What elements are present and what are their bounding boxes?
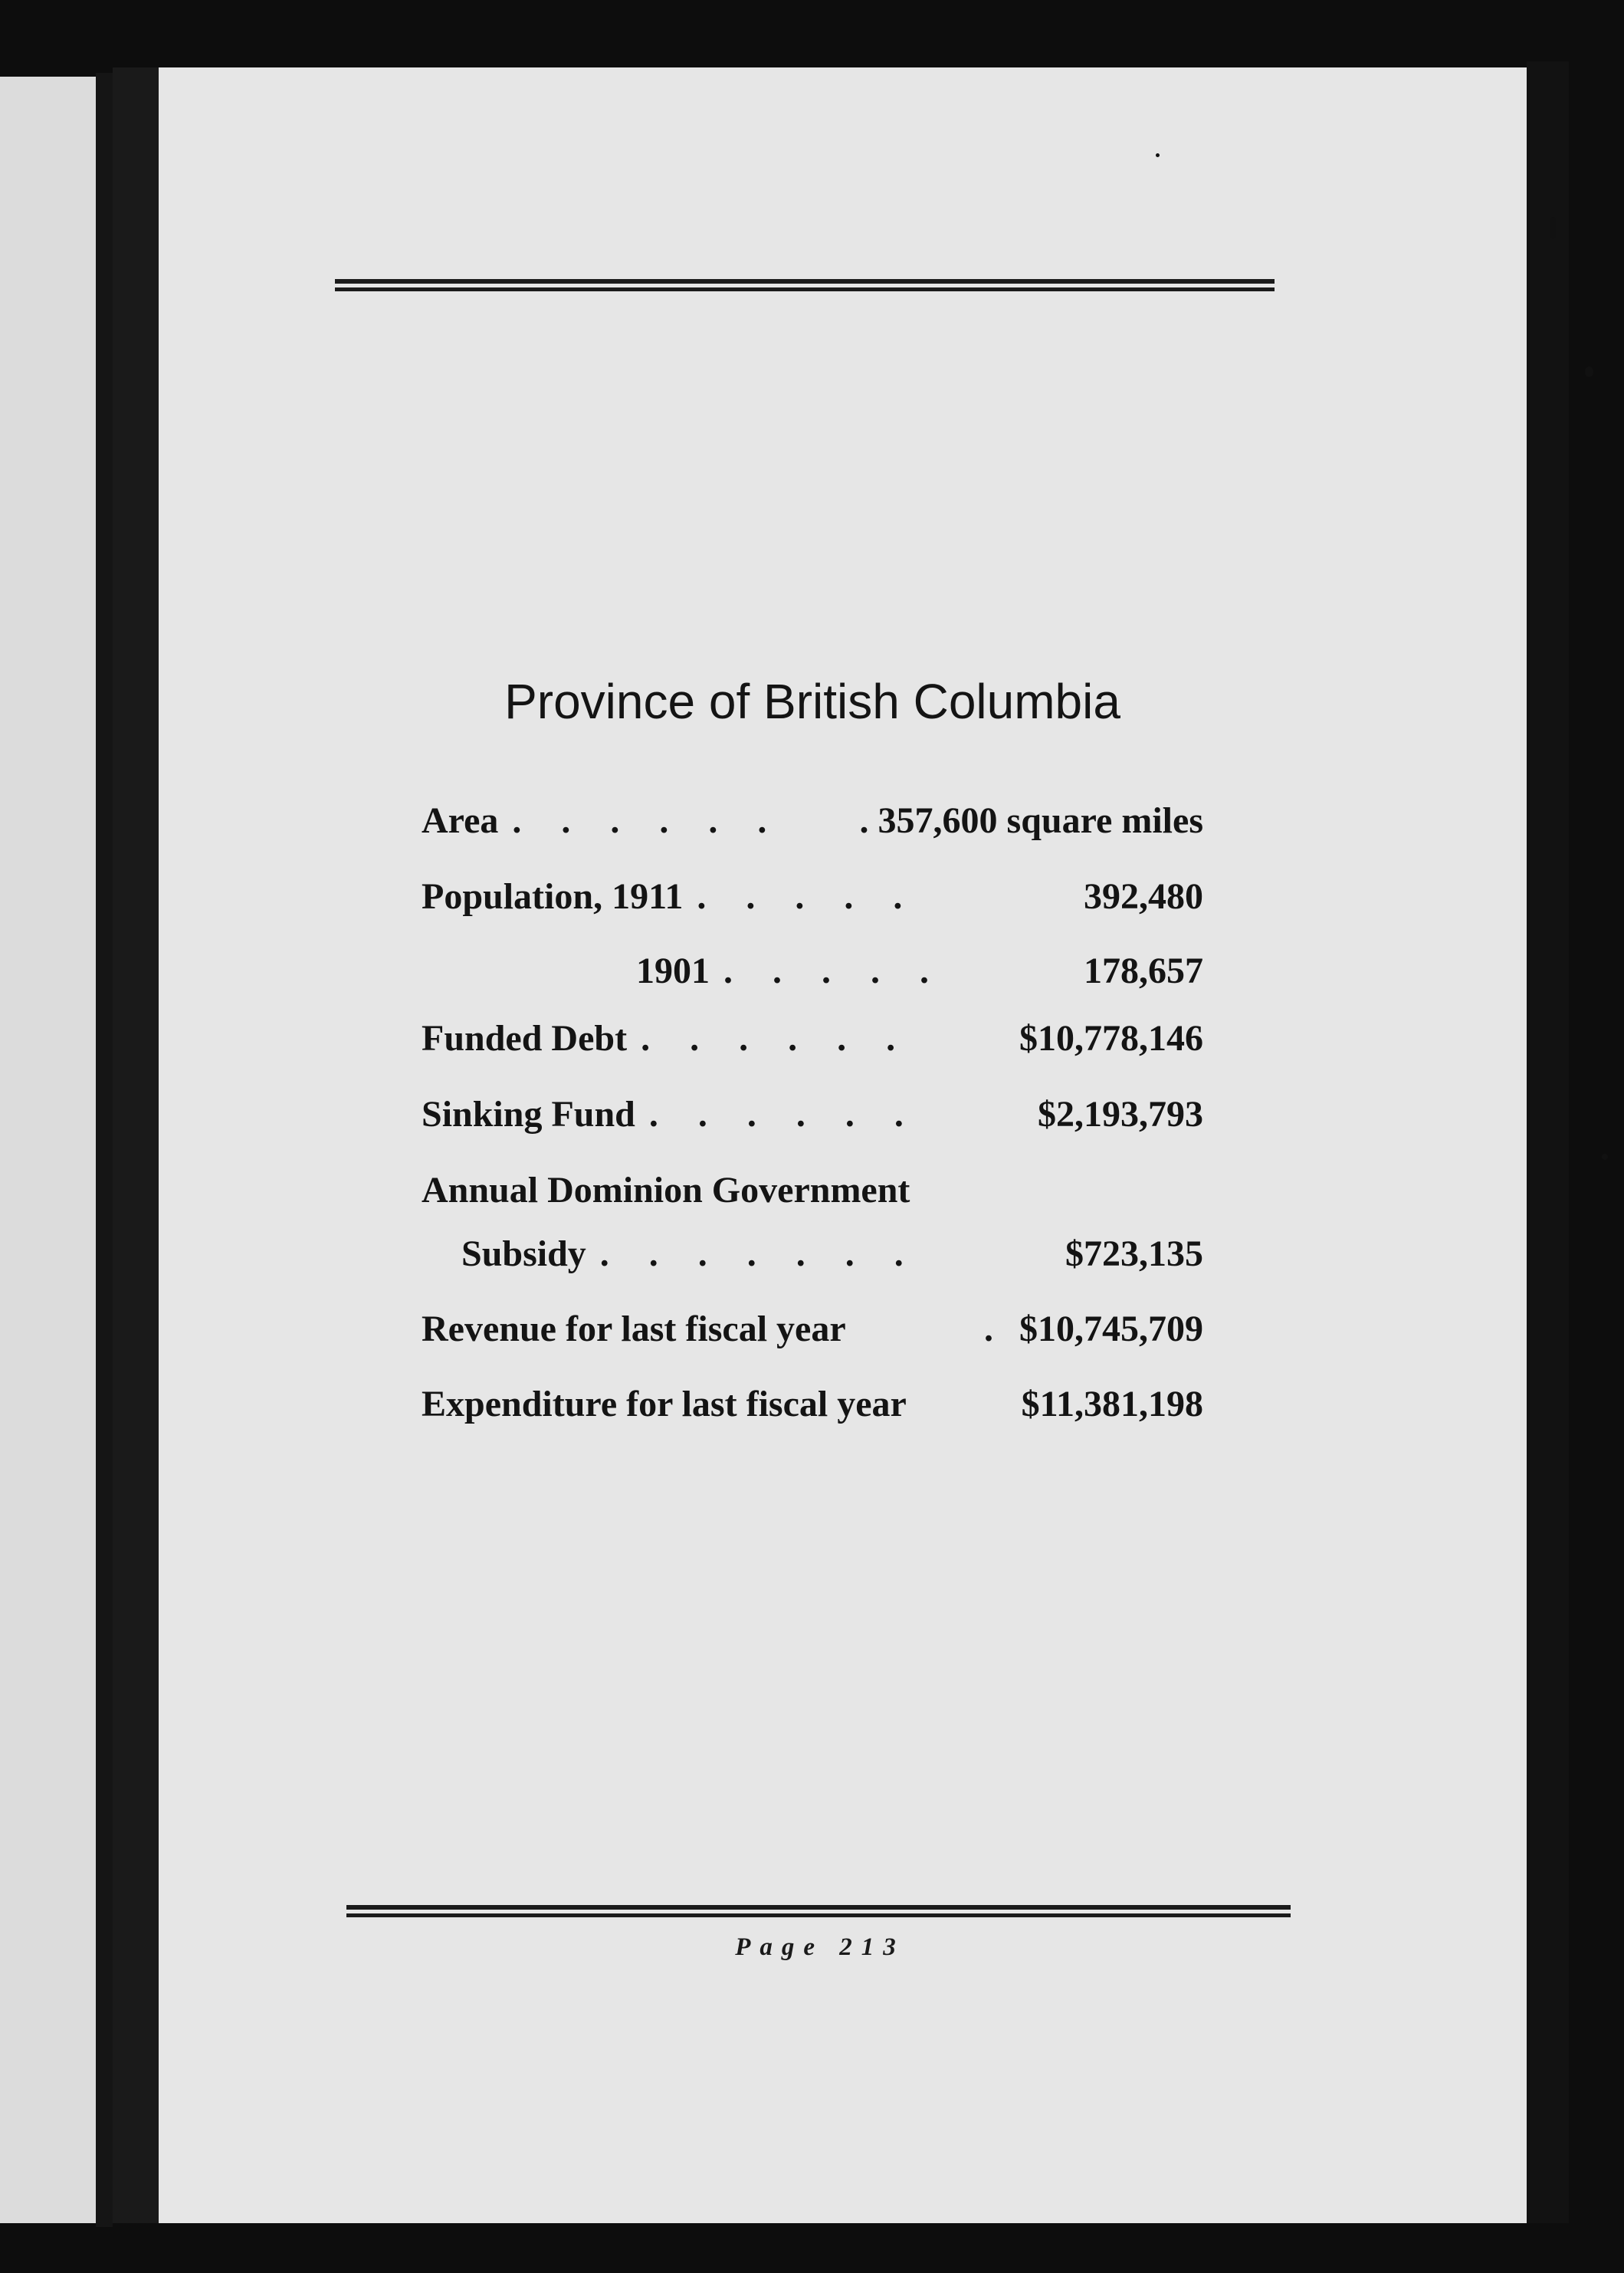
leader-dots: . . . . . . . [599, 1233, 919, 1274]
stat-value: 178,657 [1084, 951, 1203, 991]
stat-row-expenditure [422, 1383, 1203, 1424]
leader-dots: . . . . . . [512, 800, 782, 841]
stat-row-sinking-fund [422, 1093, 1203, 1135]
stat-value: $10,745,709 [1019, 1309, 1203, 1349]
leader-dots: . [984, 1309, 1009, 1349]
paper-speck [1156, 153, 1160, 157]
leader-dots: . . . . . . [648, 1094, 919, 1135]
book-gutter [96, 73, 113, 2227]
paper-speck [1602, 1154, 1608, 1160]
stat-value: $10,778,146 [1019, 1018, 1203, 1059]
page-edge [1527, 61, 1569, 2223]
bottom-double-rule [346, 1905, 1291, 1917]
stat-row-area [422, 800, 1203, 841]
paper-speck [1550, 217, 1556, 238]
leader-dots: . . . . . . [641, 1018, 911, 1059]
stat-label: Revenue for last fiscal year [422, 1309, 846, 1349]
stat-row-revenue [422, 1308, 1203, 1349]
stat-label: Sinking Fund [422, 1094, 635, 1135]
stat-row-subsidy [422, 1233, 1203, 1274]
stat-row-population-1911 [422, 875, 1203, 917]
stat-label: 1901 [636, 951, 710, 991]
paper-speck [1585, 366, 1593, 377]
page-title: Province of British Columbia [504, 674, 1120, 729]
leader-dots: . . . . . [697, 876, 918, 917]
stat-value: $2,193,793 [1038, 1094, 1203, 1135]
left-page [0, 77, 96, 2223]
stat-value: . 357,600 square miles [859, 800, 1203, 841]
stat-value: $723,135 [1065, 1233, 1203, 1274]
stat-row-funded-debt [422, 1017, 1203, 1059]
stat-label: Area [422, 800, 499, 841]
top-double-rule [335, 279, 1275, 291]
stat-label: Annual Dominion Government [422, 1170, 910, 1210]
stat-row-population-1901 [422, 950, 1203, 991]
stat-label: Population, 1911 [422, 876, 684, 917]
stat-row-subsidy-heading [422, 1169, 1203, 1210]
stat-label: Funded Debt [422, 1018, 628, 1059]
page-number: Page 213 [735, 1933, 905, 1961]
stat-label: Expenditure for last fiscal year [422, 1384, 907, 1424]
statistics-table [422, 800, 1203, 1424]
leader-dots: . . . . . [723, 951, 944, 991]
stat-value: $11,381,198 [1021, 1384, 1203, 1424]
stat-value: 392,480 [1084, 876, 1203, 917]
stat-label: Subsidy [461, 1233, 586, 1274]
